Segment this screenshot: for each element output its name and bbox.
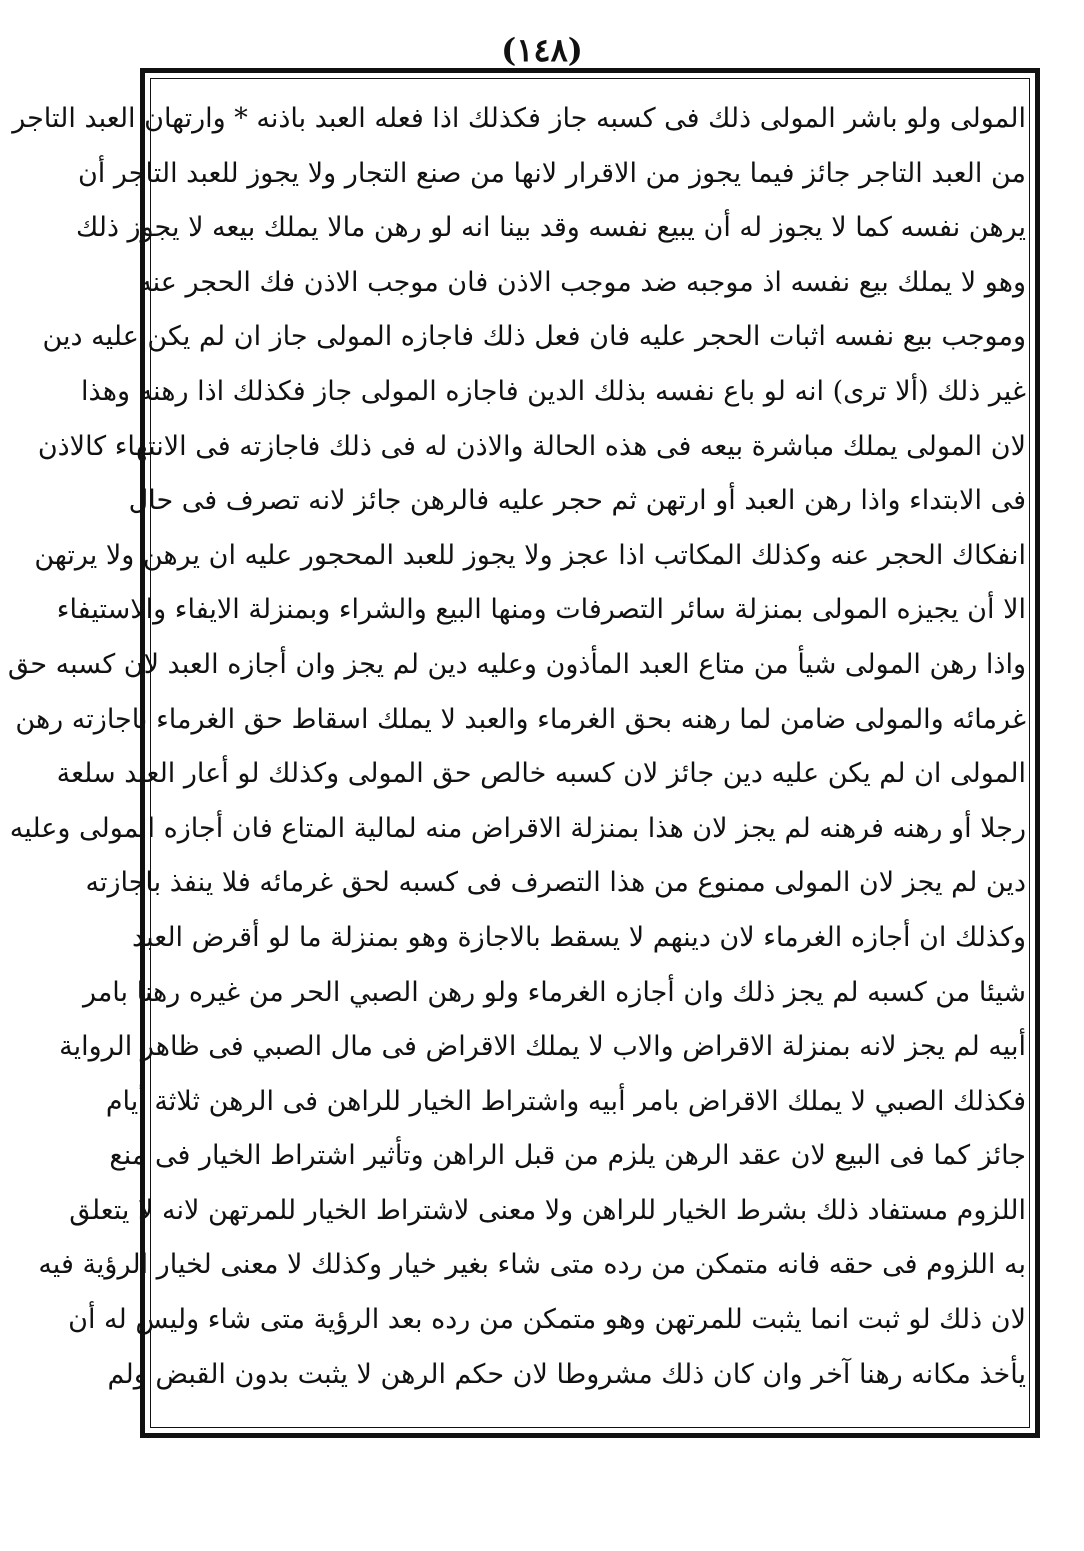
text-line: واذا رهن المولى شيأ من متاع العبد المأذون وعليه دين لم يجز وان أجازه العبد لان كسبه حق: [7, 648, 1026, 680]
text-line: أبيه لم يجز لانه بمنزلة الاقراض والاب لا يملك الاقراض فى مال الصبي فى ظاهر الرواية: [59, 1031, 1026, 1063]
text-line: المولى ولو باشر المولى ذلك فى كسبه جاز فكذلك اذا فعله العبد باذنه * وارتهان العبد التاجر: [12, 103, 1026, 134]
text-line: دين لم يجز لان المولى ممنوع من هذا التصرف فى كسبه لحق غرمائه فلا ينفذ باجازته: [85, 867, 1026, 899]
text-line: لان المولى يملك مباشرة بيعه فى هذه الحالة والاذن له فى ذلك فاجازته فى الانتهاء كالاذن: [37, 430, 1026, 462]
text-line: رجلا أو رهنه فرهنه لم يجز لان هذا بمنزلة الاقراض منه لمالية المتاع فان أجازه المولى وعليه: [9, 812, 1026, 844]
text-line: الا أن يجيزه المولى بمنزلة سائر التصرفات ومنها البيع والشراء وبمنزلة الايفاء والاستيفاء: [56, 594, 1026, 626]
page-number: (١٤٨): [501, 31, 583, 69]
main-text-block: [7, 92, 1026, 1402]
text-line: من العبد التاجر جائز فيما يجوز من الاقرار لانها من صنع التجار ولا يجوز للعبد التاجر أن: [77, 157, 1026, 189]
text-line: غرمائه والمولى ضامن لما رهنه بحق الغرماء والعبد لا يملك اسقاط حق الغرماء باجازته رهن: [15, 703, 1026, 735]
text-line: انفكاك الحجر عنه وكذلك المكاتب اذا عجز ولا يجوز للعبد المحجور عليه ان يرهن ولا يرتهن: [34, 539, 1026, 571]
text-line: اللزوم مستفاد ذلك بشرط الخيار للراهن ولا معنى لاشتراط الخيار للمرتهن لانه لا يتعلق: [69, 1194, 1026, 1226]
text-line: وهو لا يملك بيع نفسه اذ موجبه ضد موجب الاذن فان موجب الاذن فك الحجر عنه: [138, 266, 1026, 298]
text-line: يأخذ مكانه رهنا آخر وان كان ذلك مشروطا لان حكم الرهن لا يثبت بدون القبض ولم: [107, 1358, 1026, 1390]
text-line: فكذلك الصبي لا يملك الاقراض بامر أبيه واشتراط الخيار للراهن فى الرهن ثلاثة أيام: [105, 1085, 1026, 1117]
text-line: غير ذلك (ألا ترى) انه لو باع نفسه بذلك الدين فاجازه المولى جاز فكذلك اذا رهنه وهذا: [81, 375, 1026, 407]
text-line: شيئا من كسبه لم يجز ذلك وان أجازه الغرماء ولو رهن الصبي الحر من غيره رهنا بامر: [82, 976, 1026, 1008]
text-line: به اللزوم فى حقه فانه متمكن من رده متى شاء بغير خيار وكذلك لا معنى لخيار الرؤية فيه: [38, 1249, 1026, 1281]
text-line: وكذلك ان أجازه الغرماء لان دينهم لا يسقط بالاجازة وهو بمنزلة ما لو أقرض العبد: [131, 921, 1026, 953]
text-line: جائز كما فى البيع لان عقد الرهن يلزم من قبل الراهن وتأثير اشتراط الخيار فى منع: [109, 1140, 1026, 1172]
text-line: لان ذلك لو ثبت انما يثبت للمرتهن وهو متمكن من رده بعد الرؤية متى شاء وليس له أن: [68, 1304, 1026, 1336]
text-line: فى الابتداء واذا رهن العبد أو ارتهن ثم حجر عليه فالرهن جائز لانه تصرف فى حال: [128, 485, 1026, 517]
text-line: المولى ان لم يكن عليه دين جائز لان كسبه خالص حق المولى وكذلك لو أعار العبد سلعة: [56, 758, 1026, 790]
text-line: وموجب بيع نفسه اثبات الحجر عليه فان فعل ذلك فاجازه المولى جاز ان لم يكن عليه دين: [42, 321, 1026, 353]
text-line: يرهن نفسه كما لا يجوز له أن يبيع نفسه وقد بينا انه لو رهن مالا يملك بيعه لا يجوز ذلك: [75, 212, 1026, 244]
